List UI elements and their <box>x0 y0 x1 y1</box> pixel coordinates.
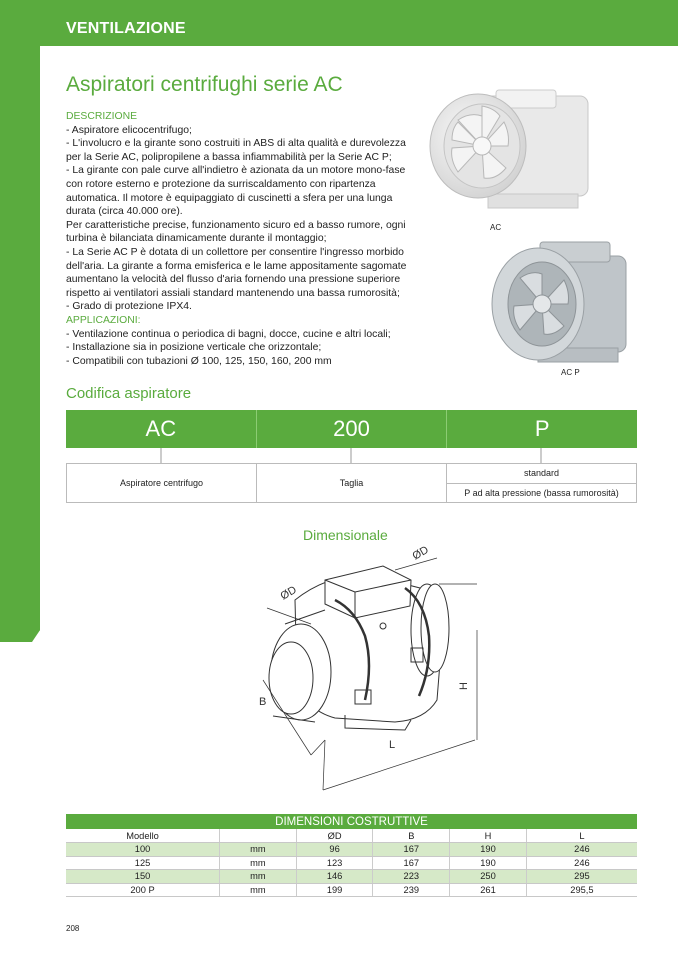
label-b: B <box>259 696 267 708</box>
table-cell: mm <box>220 856 297 870</box>
table-cell: 146 <box>296 870 373 884</box>
application-line: - Ventilazione continua o periodica di bagni, docce, cucine e altri locali; <box>66 328 391 340</box>
label-l: L <box>389 739 396 751</box>
table-row <box>66 856 637 870</box>
application-line: - Compatibili con tubazioni Ø 100, 125, 150, 160, 200 mm <box>66 355 332 367</box>
page-title: Aspiratori centrifughi serie AC <box>66 73 343 96</box>
code-desc-variant <box>447 464 636 502</box>
variant-standard: standard <box>447 464 636 484</box>
product-photo-acp <box>490 238 640 368</box>
label-h: H <box>458 682 470 690</box>
description-line: - La girante con pale curve all'indietro è azionata da un motore mono-fase con rotore esterno e protezione da surriscaldamento con ripartenza automatica. Il motore è equipaggiato di cuscinetti a sfera per una lunga durata (circa 40.000 ore). <box>66 165 406 218</box>
code-bar <box>66 410 637 448</box>
description-line: - Grado di protezione IPX4. <box>66 301 192 313</box>
table-cell: mm <box>220 883 297 897</box>
table-row <box>66 870 637 884</box>
side-accent-bar <box>0 46 40 642</box>
table-cell: 190 <box>450 843 527 857</box>
table-cell: 96 <box>296 843 373 857</box>
table-cell: 199 <box>296 883 373 897</box>
table-header-row <box>66 829 637 843</box>
table-cell: 250 <box>450 870 527 884</box>
table-header: L <box>526 829 637 843</box>
table-header: ØD <box>296 829 373 843</box>
code-connector-lines <box>66 448 637 464</box>
table-header <box>220 829 297 843</box>
variant-high-pressure: P ad alta pressione (bassa rumorosità) <box>464 487 619 498</box>
table-cell: 167 <box>373 856 450 870</box>
code-desc-size: Taglia <box>257 464 447 502</box>
table-cell: mm <box>220 870 297 884</box>
table-cell: 100 <box>66 843 220 857</box>
description-line: - Aspiratore elicocentrifugo; <box>66 124 192 136</box>
dimensional-title: Dimensionale <box>303 527 388 543</box>
description-line: - L'involucro e la girante sono costruiti in ABS di alta qualità e durevolezza per la Serie AC, polipropilene a bassa infiammabilità per la Serie AC P; <box>66 138 406 163</box>
table-cell: 190 <box>450 856 527 870</box>
dimensions-table <box>66 814 637 897</box>
applications-heading: APPLICAZIONI: <box>66 314 141 326</box>
label-d-right: ØD <box>410 543 431 563</box>
table-cell: 167 <box>373 843 450 857</box>
table-header: H <box>450 829 527 843</box>
table-row <box>66 843 637 857</box>
table-cell: 261 <box>450 883 527 897</box>
table-cell: 295 <box>526 870 637 884</box>
photo-caption-ac: AC <box>490 223 502 232</box>
photo-caption-acp: AC P <box>561 368 580 377</box>
table-cell: 200 P <box>66 883 220 897</box>
application-line: - Installazione sia in posizione verticale che orizzontale; <box>66 342 322 354</box>
table-cell: mm <box>220 843 297 857</box>
code-size: 200 <box>257 410 448 448</box>
description-line: - La Serie AC P è dotata di un collettore per consentire l'ingresso morbido dell'aria. La girante a forma emisferica e le lame appositamente sagomate aumentano la velocità del flusso d'aria fornendo una pressione superiore rispetto ai ventilatori assiali standard mantenendo una bassa rumorosità; <box>66 246 407 299</box>
table-header: Modello <box>66 829 220 843</box>
dimensions-table-title: DIMENSIONI COSTRUTTIVE <box>66 814 637 829</box>
table-cell: 123 <box>296 856 373 870</box>
dimensional-drawing <box>215 540 495 805</box>
table-cell: 125 <box>66 856 220 870</box>
codifica-title: Codifica aspiratore <box>66 385 192 402</box>
page-number: 208 <box>66 924 80 933</box>
table-cell: 150 <box>66 870 220 884</box>
product-photo-ac <box>428 82 623 217</box>
description-line: Per caratteristiche precise, funzionamento sicuro ed a basso rumore, ogni turbina è bilanciata dinamicamente durante il montaggio; <box>66 219 406 245</box>
code-series: AC <box>66 410 257 448</box>
description-heading: DESCRIZIONE <box>66 111 138 122</box>
code-descriptions <box>66 463 637 503</box>
table-row <box>66 883 637 897</box>
label-d-left: ØD <box>278 583 299 603</box>
code-variant: P <box>534 416 550 441</box>
table-cell: 295,5 <box>526 883 637 897</box>
table-cell: 223 <box>373 870 450 884</box>
table-cell: 239 <box>373 883 450 897</box>
section-title: VENTILAZIONE <box>66 20 186 37</box>
table-cell: 246 <box>526 856 637 870</box>
description-block <box>66 110 422 368</box>
table-header: B <box>373 829 450 843</box>
code-desc-series: Aspiratore centrifugo <box>67 464 257 502</box>
table-cell: 246 <box>526 843 637 857</box>
